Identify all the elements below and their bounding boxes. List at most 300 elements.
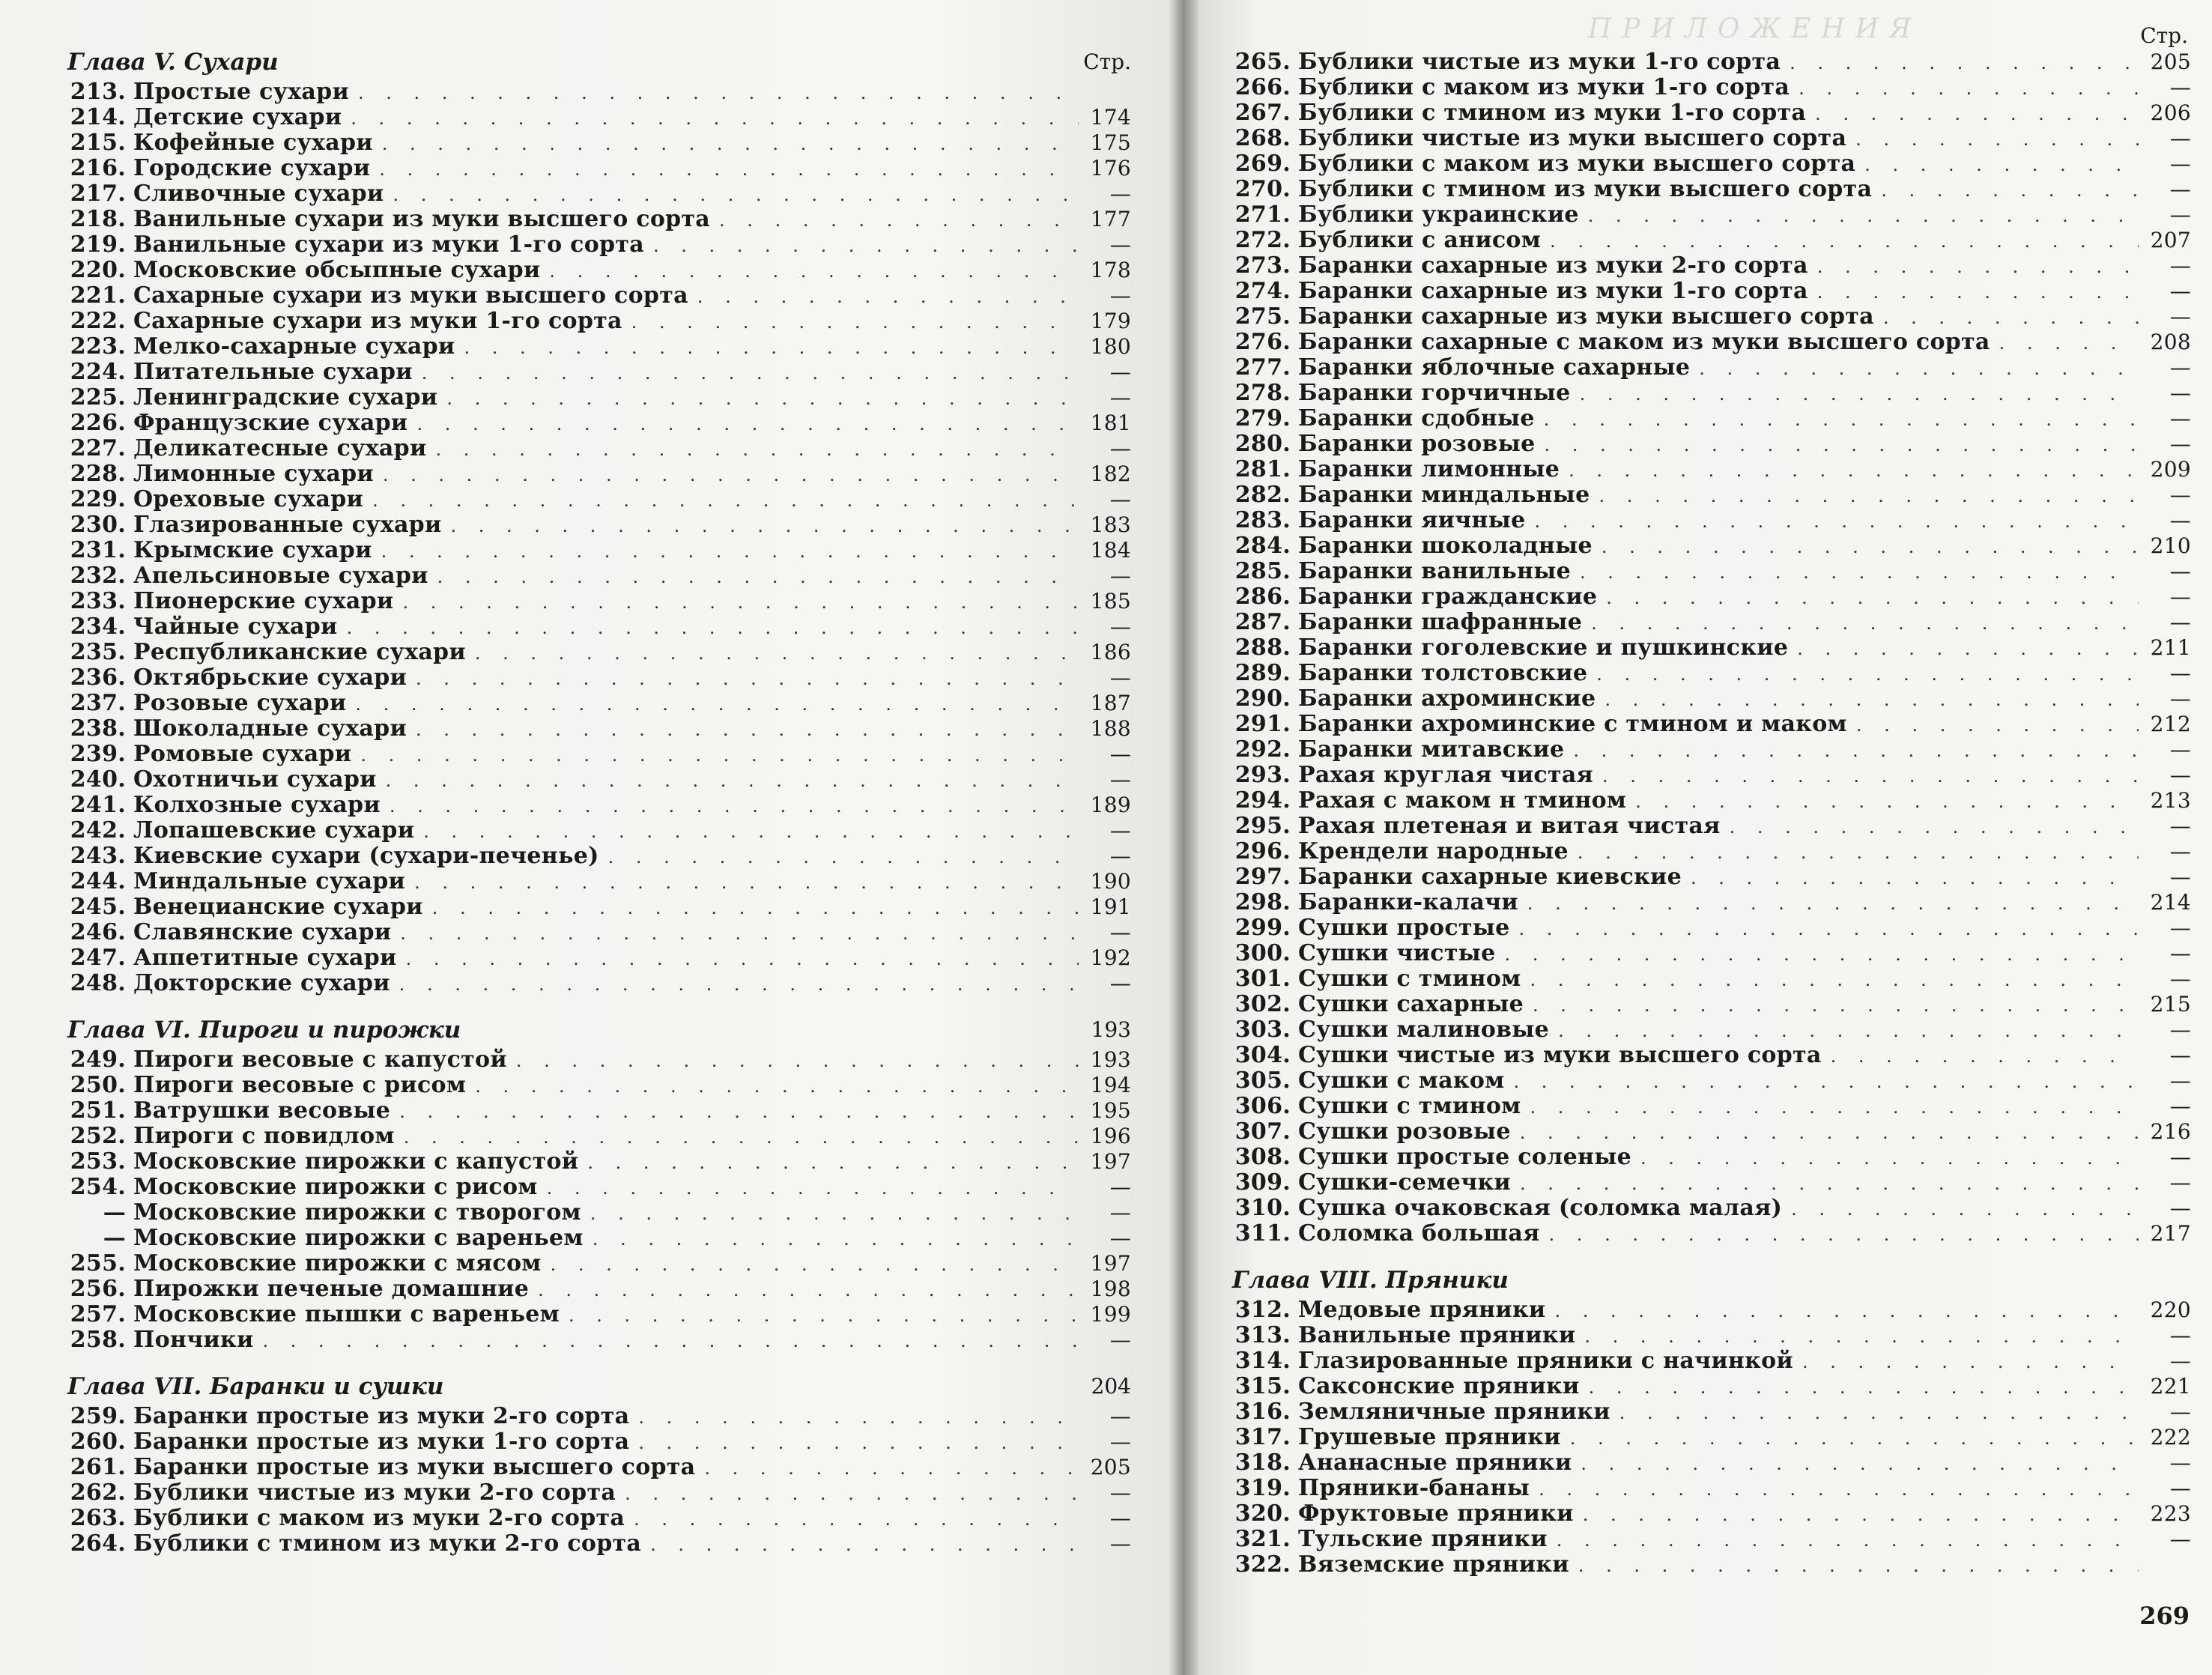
entry-page: — <box>1109 1506 1131 1530</box>
entry-title: Сушки сахарные <box>1298 991 1524 1017</box>
chapter-entries <box>1232 1297 2191 1578</box>
entry-number: 233. <box>70 588 126 614</box>
toc-entry <box>67 818 1131 843</box>
chapter-heading <box>67 45 1131 79</box>
toc-entry <box>67 334 1131 360</box>
toc-entry <box>67 1302 1131 1327</box>
entry-page: — <box>1109 971 1131 996</box>
leader-dots <box>631 309 1079 335</box>
entry-number: 313. <box>1234 1322 1291 1348</box>
toc-entry <box>1232 1374 2191 1399</box>
entry-title: Баранки сдобные <box>1298 405 1535 431</box>
page-number: 269 <box>2139 1602 2190 1630</box>
toc-entry <box>67 1480 1131 1506</box>
entry-title: Баранки лимонные <box>1298 456 1560 482</box>
entry-page: — <box>2169 126 2191 151</box>
entry-number: 286. <box>1234 584 1291 610</box>
toc-entry <box>67 79 1131 105</box>
entry-title: Бублики украинские <box>1298 202 1579 228</box>
toc-entry <box>1232 406 2191 431</box>
entry-number: — <box>103 1225 126 1251</box>
entry-number: 271. <box>1234 202 1291 228</box>
toc-entry <box>1232 1552 2191 1578</box>
entry-page: — <box>1109 563 1131 588</box>
entry-number: 276. <box>1234 329 1291 355</box>
entry-number: 275. <box>1234 303 1291 330</box>
chapter-title: Глава VIII. Пряники <box>1232 1267 1509 1294</box>
entry-number: 267. <box>1234 100 1291 126</box>
entry-number: 247. <box>70 945 126 971</box>
entry-page: 180 <box>1090 334 1131 359</box>
entry-number: 296. <box>1234 838 1291 864</box>
entry-page: — <box>2169 177 2191 202</box>
entry-number: 263. <box>70 1505 126 1531</box>
entry-number: 218. <box>70 206 126 232</box>
leader-dots <box>569 1303 1079 1328</box>
toc-entry <box>1232 1399 2191 1425</box>
entry-page: 190 <box>1090 869 1131 894</box>
toc-entry <box>67 258 1131 283</box>
entry-page: — <box>1109 843 1131 868</box>
entry-number: 316. <box>1234 1399 1291 1425</box>
entry-page: — <box>2169 737 2191 762</box>
entry-number: 319. <box>1234 1475 1291 1501</box>
entry-page: — <box>2169 253 2191 278</box>
toc-entry <box>67 971 1131 996</box>
toc-entry <box>1232 381 2191 406</box>
toc-entry <box>67 1251 1131 1276</box>
toc-entry <box>1232 915 2191 941</box>
leader-dots <box>1635 789 2139 814</box>
entry-number: 309. <box>1234 1169 1291 1196</box>
entry-number: 311. <box>1234 1220 1291 1247</box>
leader-dots <box>399 1099 1079 1124</box>
leader-dots <box>475 1073 1079 1099</box>
entry-page: 177 <box>1090 207 1131 231</box>
leader-dots <box>1535 509 2139 534</box>
entry-page: — <box>2169 1323 2191 1348</box>
entry-number: 320. <box>1234 1500 1291 1527</box>
entry-title: Баранки яичные <box>1298 507 1526 533</box>
toc-entry <box>67 360 1131 385</box>
entry-number: 277. <box>1234 354 1291 381</box>
entry-title: Бублики с маком из муки 1-го сорта <box>1298 74 1790 100</box>
leader-dots <box>1578 1553 2139 1578</box>
entry-page: — <box>2169 151 2191 176</box>
entry-number: 242. <box>70 817 126 843</box>
entry-number: 231. <box>70 537 126 563</box>
leader-dots <box>1817 254 2139 279</box>
leader-dots <box>1619 1400 2139 1426</box>
leader-dots <box>1584 1324 2139 1349</box>
entry-page: — <box>2169 1068 2191 1093</box>
toc-entry <box>1232 1196 2191 1221</box>
leader-dots <box>1581 1451 2139 1476</box>
entry-number: 252. <box>70 1123 126 1149</box>
leader-dots <box>383 462 1079 488</box>
entry-number: 282. <box>1234 482 1291 508</box>
entry-page: — <box>2169 304 2191 329</box>
leader-dots <box>593 1226 1079 1252</box>
toc-entry <box>1232 355 2191 381</box>
toc-entry <box>67 945 1131 971</box>
leader-dots <box>638 1405 1079 1430</box>
leader-dots <box>475 640 1079 666</box>
entry-number: 321. <box>1234 1526 1291 1552</box>
leader-dots <box>653 233 1079 258</box>
leader-dots <box>1699 356 2139 381</box>
leader-dots <box>1797 636 2139 661</box>
entry-title: Крендели народные <box>1298 838 1569 864</box>
entry-title: Сушки простые соленые <box>1298 1144 1632 1170</box>
entry-title: Баранки сахарные киевские <box>1298 864 1682 890</box>
leader-dots <box>538 1277 1079 1303</box>
toc-entry <box>67 207 1131 232</box>
entry-number: 293. <box>1234 762 1291 788</box>
leader-dots <box>1999 330 2139 356</box>
toc-entry <box>1232 533 2191 559</box>
entry-title: Баранки-калачи <box>1298 889 1518 915</box>
leader-dots <box>1539 1476 2139 1502</box>
toc-entry <box>67 1200 1131 1226</box>
toc-entry <box>1232 839 2191 864</box>
entry-page: 214 <box>2150 890 2191 915</box>
leader-dots <box>372 488 1079 513</box>
entry-number: 216. <box>70 155 126 181</box>
toc-entry <box>67 1404 1131 1429</box>
toc-entry <box>67 767 1131 793</box>
entry-page: — <box>1109 487 1131 512</box>
entry-number: 246. <box>70 919 126 945</box>
entry-number: 261. <box>70 1454 126 1480</box>
leader-dots <box>1856 712 2139 738</box>
chapter-title: Глава V. Сухари <box>67 49 279 76</box>
leader-dots <box>416 411 1079 437</box>
leader-dots <box>547 1175 1079 1201</box>
entry-page: — <box>2169 381 2191 405</box>
entry-title: Ватрушки весовые <box>133 1097 391 1124</box>
entry-page: 193 <box>1090 1047 1131 1072</box>
entry-number: 254. <box>70 1174 126 1200</box>
entry-number: 306. <box>1234 1093 1291 1119</box>
toc-entry <box>1232 202 2191 228</box>
entry-number: 266. <box>1234 74 1291 100</box>
toc-entry <box>67 793 1131 818</box>
entry-number: 256. <box>70 1276 126 1302</box>
toc-entry <box>67 538 1131 563</box>
entry-page: 205 <box>2150 49 2191 74</box>
entry-page: 191 <box>1090 894 1131 919</box>
entry-number: 248. <box>70 970 126 996</box>
entry-title: Питательные сухари <box>133 359 413 385</box>
toc-entry <box>67 385 1131 411</box>
entry-page: 207 <box>2150 228 2191 252</box>
entry-title: Бублики с маком из муки 2-го сорта <box>133 1505 625 1531</box>
entry-title: Апельсиновые сухари <box>133 563 428 589</box>
entry-number: 265. <box>1234 49 1291 75</box>
entry-title: Ананасные пряники <box>1298 1450 1572 1476</box>
entry-page: — <box>2169 1450 2191 1475</box>
entry-page: 174 <box>1090 105 1131 130</box>
entry-page: — <box>1109 1175 1131 1199</box>
toc-entry <box>1232 584 2191 610</box>
toc-entry <box>1232 279 2191 304</box>
leader-dots <box>1580 560 2139 585</box>
entry-number: 280. <box>1234 431 1291 457</box>
entry-title: Славянские сухари <box>133 919 392 945</box>
leader-dots <box>1855 127 2139 152</box>
entry-title: Саксонские пряники <box>1298 1373 1580 1399</box>
entry-page: — <box>2169 508 2191 533</box>
entry-page: 215 <box>2150 992 2191 1017</box>
entry-title: Городские сухари <box>133 155 371 181</box>
entry-number: 227. <box>70 435 126 461</box>
entry-number: — <box>103 1199 126 1226</box>
entry-page: — <box>2169 406 2191 431</box>
toc-entry <box>1232 1043 2191 1068</box>
leader-dots <box>1505 942 2139 967</box>
entry-number: 226. <box>70 410 126 436</box>
entry-number: 234. <box>70 614 126 640</box>
entry-page: 196 <box>1090 1124 1131 1148</box>
entry-title: Сушки чистые <box>1298 940 1496 966</box>
entry-title: Пионерские сухари <box>133 588 394 614</box>
toc-entry <box>67 283 1131 309</box>
entry-number: 222. <box>70 308 126 334</box>
entry-title: Кофейные сухари <box>133 130 373 156</box>
entry-number: 237. <box>70 690 126 716</box>
entry-number: 297. <box>1234 864 1291 890</box>
leader-dots <box>355 691 1079 717</box>
toc-entry <box>1232 1476 2191 1501</box>
leader-dots <box>1573 738 2139 763</box>
leader-dots <box>587 1150 1079 1175</box>
toc-entry <box>1232 1068 2191 1094</box>
entry-page: — <box>2169 610 2191 634</box>
toc-entry <box>1232 482 2191 508</box>
chapter-page-header: 204 <box>1091 1374 1131 1399</box>
toc-entry <box>1232 1348 2191 1374</box>
chapter-heading <box>1232 1263 2191 1297</box>
entry-page: 181 <box>1090 411 1131 435</box>
entry-title: Баранки сахарные из муки 2-го сорта <box>1298 252 1808 279</box>
toc-entry <box>67 1531 1131 1557</box>
toc-entry <box>67 1149 1131 1175</box>
toc-entry <box>1232 737 2191 763</box>
toc-entry <box>67 436 1131 461</box>
leader-dots <box>1544 432 2139 458</box>
entry-page: 186 <box>1090 640 1131 664</box>
entry-number: 243. <box>70 843 126 869</box>
toc-entry <box>67 181 1131 207</box>
entry-page: 194 <box>1090 1073 1131 1097</box>
toc-entry <box>67 716 1131 742</box>
toc-entry <box>67 843 1131 869</box>
entry-number: 294. <box>1234 787 1291 814</box>
entry-page: — <box>2169 355 2191 380</box>
entry-page: 175 <box>1090 130 1131 155</box>
entry-number: 278. <box>1234 380 1291 406</box>
entry-number: 272. <box>1234 227 1291 253</box>
toc-entry <box>1232 814 2191 839</box>
entry-number: 224. <box>70 359 126 385</box>
entry-title: Киевские сухари (сухари-печенье) <box>133 843 599 869</box>
entry-page: — <box>1109 1429 1131 1454</box>
entry-title: Бублики с тмином из муки высшего сорта <box>1298 176 1873 202</box>
leader-dots <box>1520 1120 2139 1145</box>
entry-title: Бублики с маком из муки высшего сорта <box>1298 151 1856 177</box>
entry-title: Баранки сахарные из муки 1-го сорта <box>1298 278 1808 304</box>
entry-title: Фруктовые пряники <box>1298 1500 1574 1527</box>
entry-title: Сушки малиновые <box>1298 1017 1550 1043</box>
entry-title: Сушки розовые <box>1298 1118 1511 1145</box>
leader-dots <box>358 80 1079 106</box>
entry-number: 274. <box>1234 278 1291 304</box>
entry-title: Сахарные сухари из муки высшего сорта <box>133 282 688 309</box>
entry-title: Республиканские сухари <box>133 639 466 665</box>
entry-page: — <box>1109 665 1131 690</box>
toc-entry <box>67 589 1131 614</box>
entry-page: — <box>2169 431 2191 456</box>
entry-number: 315. <box>1234 1373 1291 1399</box>
entry-page: — <box>1109 1480 1131 1505</box>
leader-dots <box>1530 1094 2139 1120</box>
entry-title: Бублики с анисом <box>1298 227 1542 253</box>
toc-entry <box>1232 330 2191 355</box>
entry-title: Баранки розовые <box>1298 431 1536 457</box>
entry-number: 264. <box>70 1530 126 1557</box>
leader-dots <box>1599 483 2139 509</box>
toc-entry <box>67 1098 1131 1124</box>
leader-dots <box>1569 458 2139 483</box>
leader-dots <box>1557 1527 2139 1553</box>
entry-page: — <box>1109 742 1131 766</box>
entry-page: 188 <box>1090 716 1131 741</box>
entry-page: — <box>2169 1094 2191 1118</box>
entry-number: 251. <box>70 1097 126 1124</box>
entry-page: 211 <box>2150 635 2191 660</box>
entry-title: Московские пирожки с рисом <box>133 1174 538 1200</box>
entry-number: 217. <box>70 181 126 207</box>
toc-entry <box>67 1124 1131 1149</box>
entry-title: Баранки ванильные <box>1298 558 1572 584</box>
leader-dots <box>634 1506 1079 1532</box>
leader-dots <box>1554 1298 2139 1324</box>
entry-page: — <box>2169 202 2191 227</box>
entry-title: Мелко-сахарные сухари <box>133 333 455 360</box>
entry-number: 308. <box>1234 1144 1291 1170</box>
toc-entry <box>67 411 1131 436</box>
entry-page: — <box>2169 814 2191 838</box>
entry-title: Баранки ахроминские <box>1298 685 1596 712</box>
entry-number: 322. <box>1234 1551 1291 1578</box>
entry-page: 176 <box>1090 156 1131 181</box>
entry-title: Розовые сухари <box>133 690 347 716</box>
entry-title: Французские сухари <box>133 410 408 436</box>
toc-entry <box>1232 941 2191 966</box>
leader-dots <box>1730 814 2139 840</box>
entry-page: 206 <box>2150 100 2191 125</box>
entry-title: Охотничьи сухари <box>133 766 377 793</box>
entry-page: — <box>1109 1226 1131 1250</box>
entry-page: — <box>2169 839 2191 864</box>
entry-title: Баранки миндальные <box>1298 482 1590 508</box>
toc-entry <box>1232 1501 2191 1527</box>
leader-dots <box>1549 1222 2139 1247</box>
entry-number: 257. <box>70 1301 126 1327</box>
toc-entry <box>67 614 1131 640</box>
entry-number: 285. <box>1234 558 1291 584</box>
entry-number: 317. <box>1234 1424 1291 1450</box>
leader-dots <box>423 819 1079 844</box>
entry-number: 310. <box>1234 1195 1291 1221</box>
leader-dots <box>1514 1069 2139 1094</box>
toc-entry <box>67 487 1131 512</box>
toc-entry <box>67 869 1131 894</box>
entry-number: 305. <box>1234 1067 1291 1094</box>
entry-title: Московские пирожки с вареньем <box>133 1225 584 1251</box>
entry-number: 279. <box>1234 405 1291 431</box>
entry-title: Аппетитные сухари <box>133 945 397 971</box>
leader-dots <box>393 182 1079 208</box>
leader-dots <box>704 1456 1079 1481</box>
entry-title: Глазированные сухари <box>133 512 442 538</box>
entry-number: 230. <box>70 512 126 538</box>
entry-number: 219. <box>70 231 126 258</box>
entry-page: 195 <box>1090 1098 1131 1123</box>
entry-number: 284. <box>1234 533 1291 559</box>
toc-entry <box>67 156 1131 181</box>
leader-dots <box>608 844 1079 870</box>
leader-dots <box>451 513 1079 539</box>
entry-title: Венецианские сухари <box>133 894 423 920</box>
leader-dots <box>1817 279 2139 305</box>
entry-number: 241. <box>70 792 126 818</box>
entry-page: — <box>2169 763 2191 787</box>
toc-entry <box>1232 431 2191 457</box>
entry-page: — <box>2169 1196 2191 1220</box>
leader-dots <box>549 258 1079 284</box>
entry-number: 262. <box>70 1479 126 1506</box>
toc-entry <box>67 1047 1131 1073</box>
toc-entry <box>67 1327 1131 1353</box>
entry-title: Пирожки печеные домашние <box>133 1276 530 1302</box>
entry-page: — <box>1109 360 1131 384</box>
toc-entry <box>67 665 1131 691</box>
entry-page: 178 <box>1090 258 1131 282</box>
entry-page: 184 <box>1090 538 1131 563</box>
entry-page: — <box>2169 661 2191 685</box>
entry-page: 213 <box>2150 788 2191 813</box>
entry-number: 258. <box>70 1327 126 1353</box>
chapter-title: Глава VII. Баранки и сушки <box>67 1373 444 1400</box>
entry-number: 270. <box>1234 176 1291 202</box>
entry-number: 291. <box>1234 711 1291 737</box>
entry-page: — <box>1109 614 1131 639</box>
entry-page: 179 <box>1090 309 1131 333</box>
leader-dots <box>414 870 1079 895</box>
entry-title: Лимонные сухари <box>133 461 374 487</box>
toc-entry <box>1232 712 2191 737</box>
entry-title: Пироги с повидлом <box>133 1123 395 1149</box>
entry-page: 221 <box>2150 1374 2191 1399</box>
entry-number: 244. <box>70 868 126 894</box>
entry-page: — <box>2169 1399 2191 1424</box>
toc-entry <box>1232 1094 2191 1119</box>
chapter-page-header: Стр. <box>1083 49 1131 74</box>
entry-number: 298. <box>1234 889 1291 915</box>
leader-dots <box>382 131 1079 157</box>
